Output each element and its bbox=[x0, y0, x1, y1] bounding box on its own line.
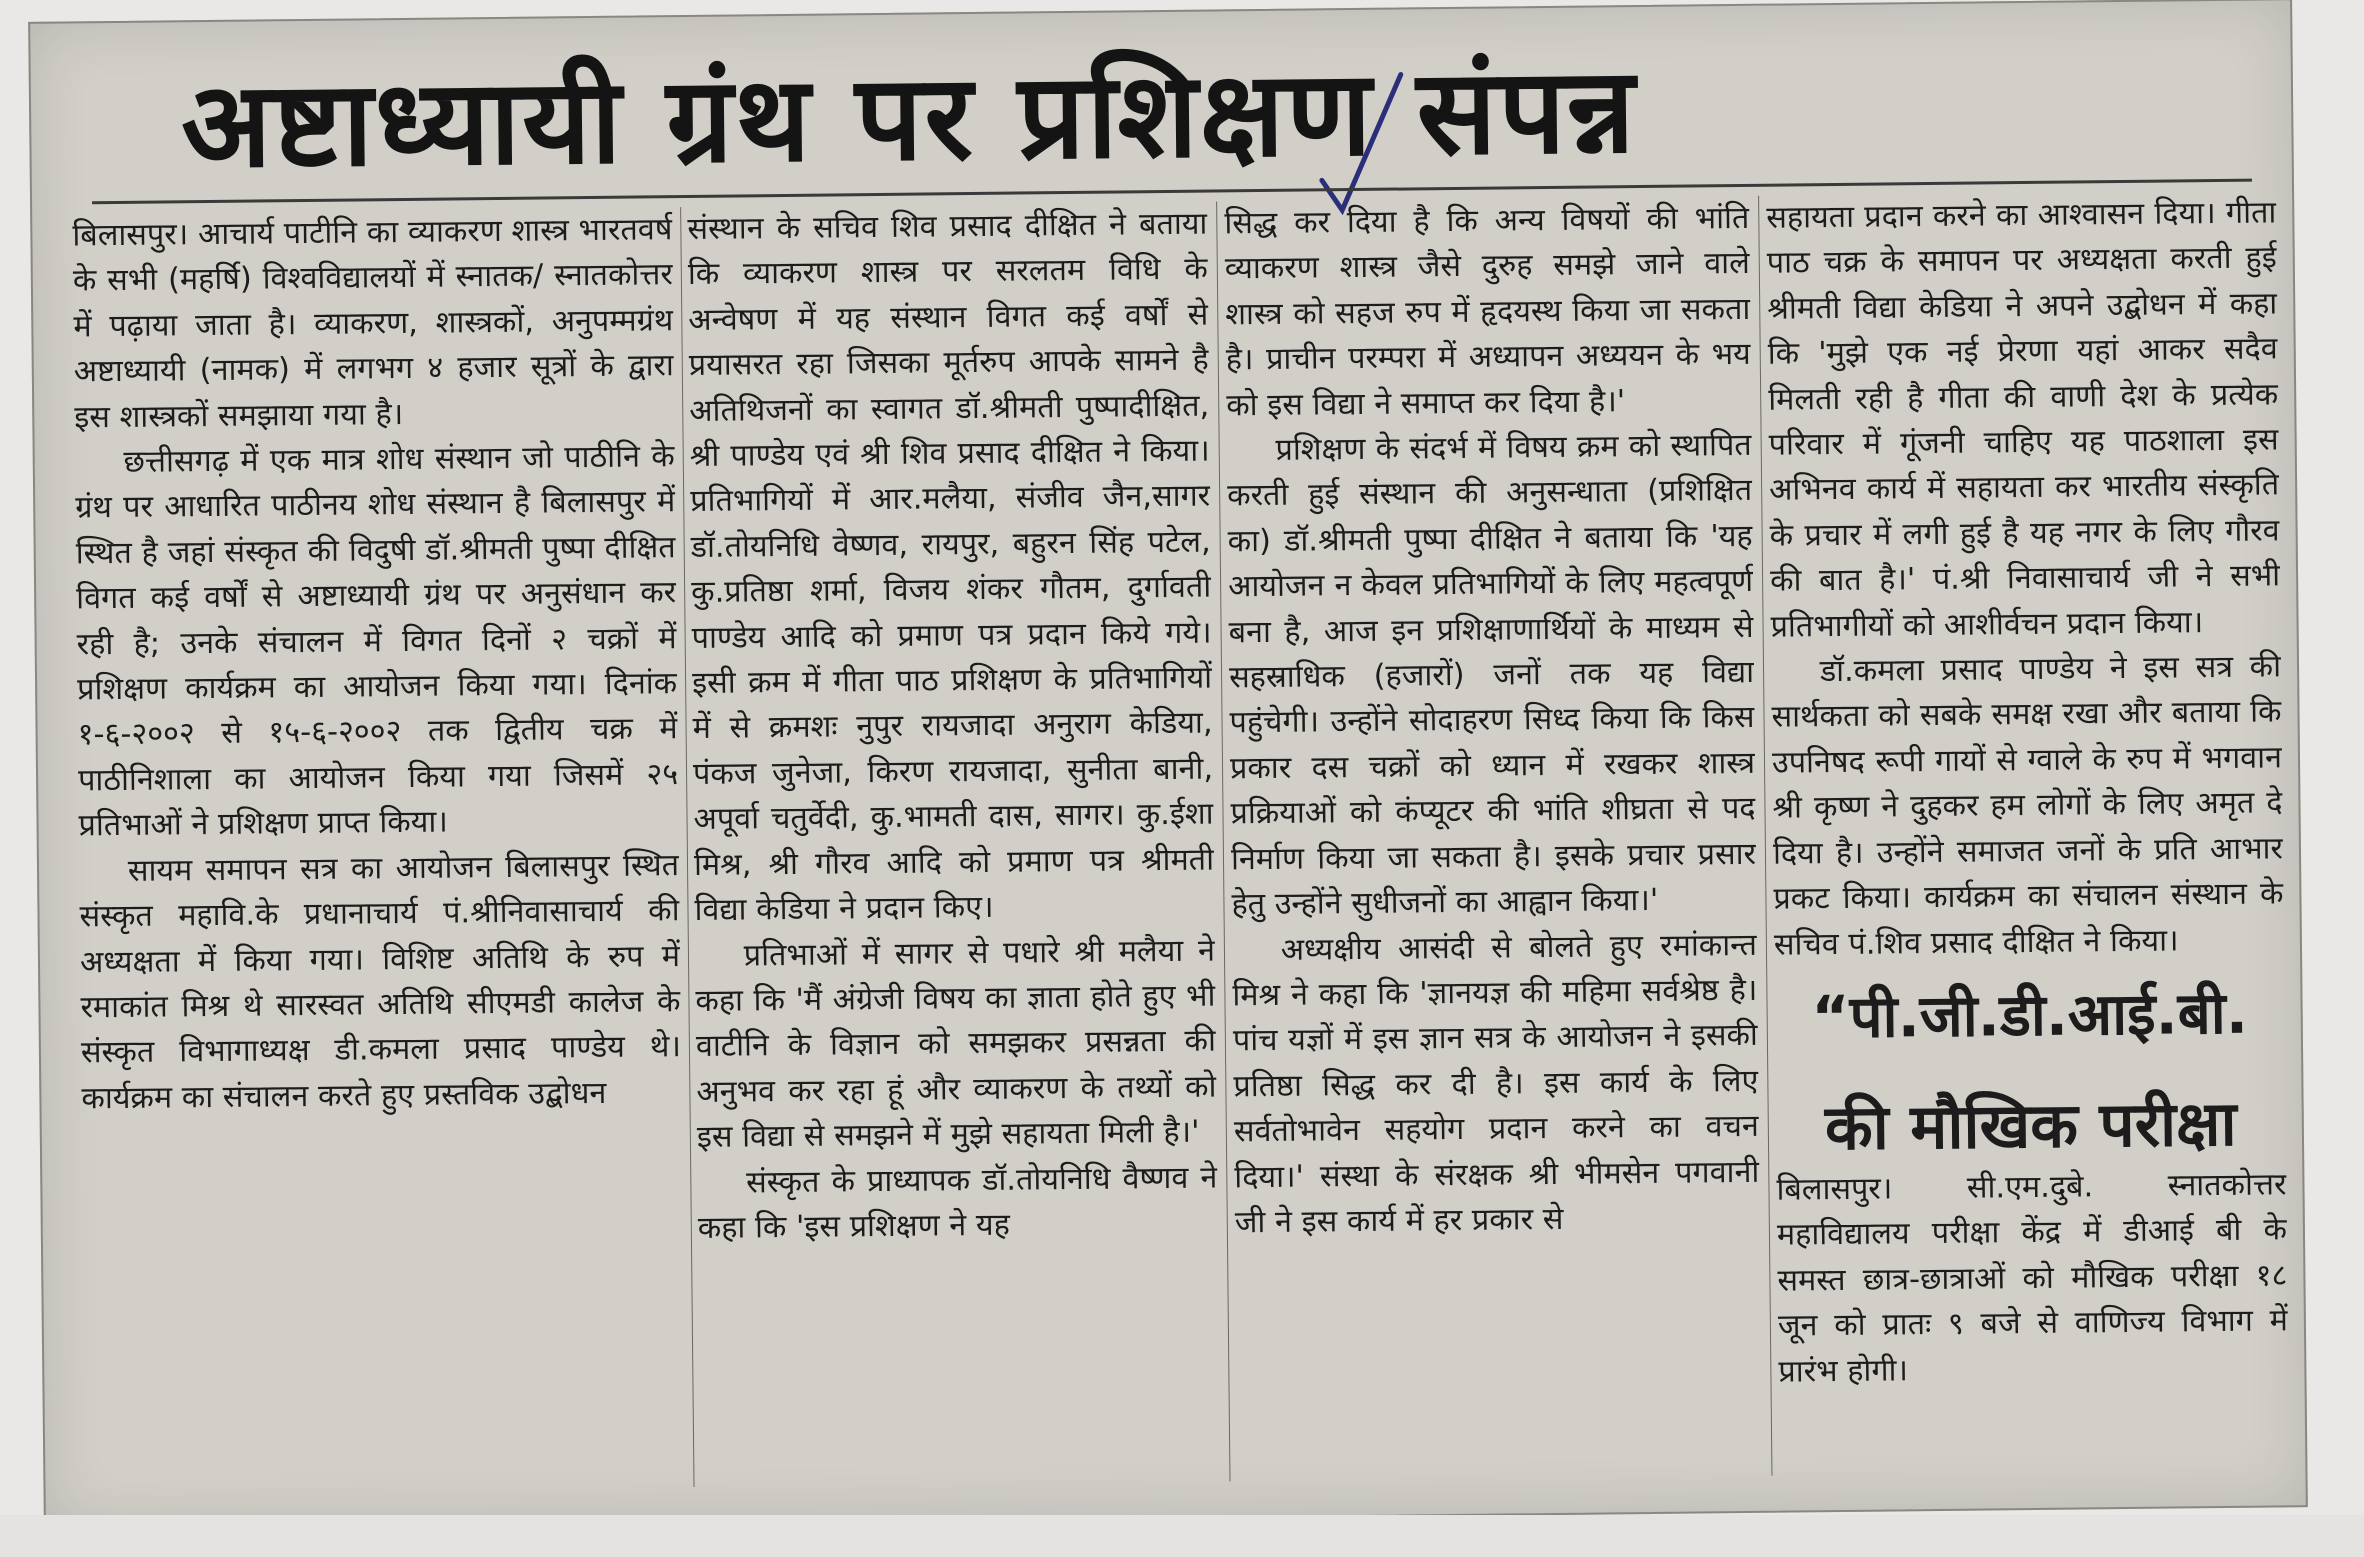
news-box-body: बिलासपुर। सी.एम.दुबे. स्नातकोत्तर महाविद्यालय परीक्षा केंद्र में डीआई बी के समस्त छात्र-छात्राओं को मौखिक परीक्षा १८ जून को प्रातः ९ बजे से वाणिज्य विभाग में प्रारंभ होगी। bbox=[1776, 1167, 2289, 1390]
newspaper-clipping bbox=[28, 0, 2308, 1531]
paragraph: छत्तीसगढ़ में एक मात्र शोध संस्थान जो पाठीनि के ग्रंथ पर आधारित पाठीनय शोध संस्थान है बिलासपुर में स्थित है जहां संस्कृत की विदुषी डॉ.श्रीमती पुष्पा दीक्षित विगत कई वर्षों से अष्टाध्यायी ग्रंथ पर अनुसंधान कर रही है; उनके संचालन में विगत दिनों २ चक्रों में प्रशिक्षण कार्यक्रम का आयोजन किया गया। दिनांक १-६-२००२ से १५-६-२००२ तक द्वितीय चक्र में पाठीनिशाला का आयोजन किया गया जिसमें २५ प्रतिभाओं ने प्रशिक्षण प्राप्त किया। bbox=[75, 439, 679, 844]
column-2 bbox=[687, 202, 1220, 1497]
paragraph: प्रतिभाओं में सागर से पधारे श्री मलैया ने कहा कि 'मैं अंग्रेजी विषय का ज्ञाता होते हुए भी वाटीनि के विज्ञान को समझकर प्रसन्नता की अनुभव कर रहा हूं और व्याकरण के तथ्यों को इस विद्या से समझने में मुझे सहायता मिली है।' bbox=[695, 933, 1217, 1156]
checkmark-icon bbox=[1316, 69, 1408, 220]
paragraph: बिलासपुर। आचार्य पाटीनि का व्याकरण शास्त्र भारतवर्ष के सभी (महर्षि) विश्वविद्यालयों में स्नातक/ स्नातकोत्तर में पढ़ाया जाता है। व्याकरण, शास्त्रकों, अनुपम्मग्रंथ अष्टाध्यायी (नामक) में लगभग ४ हजार सूत्रों के द्वारा इस शास्त्रकों समझाया गया है। bbox=[72, 212, 674, 436]
paragraph: प्रशिक्षण के संदर्भ में विषय क्रम को स्थापित करती हुई संस्थान की अनुसन्धाता (प्रशिक्षित का) डॉ.श्रीमती पुष्पा दीक्षित ने बताया कि 'यह आयोजन न केवल प्रतिभागियों के लिए महत्वपूर्ण बना है, आज इन प्रशिक्षाणार्थियों के माध्यम से सहस्राधिक (हजारों) जनों तक यह विद्या पहुंचेगी। उन्होंने सोदाहरण सिध्द किया कि किस प्रकार दस चक्रों को ध्यान में रखकर शास्त्र प्रक्रियाओं को कंप्यूटर की भांति शीघ्रता से पद निर्माण किया जा सकता है। इसके प्रचार प्रसार हेतु उन्होंने सुधीजनों का आह्वान किया।' bbox=[1227, 427, 1757, 923]
page-margin bbox=[0, 1515, 2364, 1557]
paragraph: सायम समापन सत्र का आयोजन बिलासपुर स्थित संस्कृत महावि.के प्रधानाचार्य पं.श्रीनिवासाचार्य की अध्यक्षता में किया गया। विशिष्ट अतिथि के रुप में रमाकांत मिश्र थे सारस्वत अतिथि सीएमडी कालेज के संस्कृत विभागाध्यक्ष डी.कमला प्रसाद पाण्डेय थे। कार्यक्रम का संचालन करते हुए प्रस्तविक उद्बोधन bbox=[79, 847, 682, 1117]
paragraph: अध्यक्षीय आसंदी से बोलते हुए रमांकान्त मिश्र ने कहा कि 'ज्ञानयज्ञ की महिमा सर्वश्रेष्ठ है। पांच यज्ञों में इस ज्ञान सत्र के आयोजन ने इसकी प्रतिष्ठा सिद्ध कर दी है। इस कार्य के लिए सर्वतोभावेन सहयोग प्रदान करने का वचन दिया।' संस्था के संरक्षक श्री भीमसेन पगवानी जी ने इस कार्य में हर प्रकार से bbox=[1232, 927, 1760, 1241]
paragraph: संस्थान के सचिव शिव प्रसाद दीक्षित ने बताया कि व्याकरण शास्त्र पर सरलतम विधि के अन्वेषण में यह संस्थान विगत कई वर्षों से प्रयासरत रहा जिसका मूर्तरुप आपके सामने है अतिथिजनों का स्वागत डॉ.श्रीमती पुष्पादीक्षित, श्री पाण्डेय एवं श्री शिव प्रसाद दीक्षित ने किया। प्रतिभागियों में आर.मलैया, संजीव जैन,सागर डॉ.तोयनिधि वेष्णव, रायपुर, बहुरन सिंह पटेल, कु.प्रतिष्ठा शर्मा, विजय शंकर गौतम, दुर्गावती पाण्डेय आदि को प्रमाण पत्र प्रदान किये गये। इसी क्रम में गीता पाठ प्रशिक्षण के प्रतिभागियों में से क्रमशः नुपुर रायजादा अनुराग केडिया, पंकज जुनेजा, किरण रायजादा, सुनीता बानी, अपूर्वा चतुर्वेदी, कु.भामती दास, सागर। कु.ईशा मिश्र, श्री गौरव आदि को प्रमाण पत्र श्रीमती विद्या केडिया ने प्रदान किए। bbox=[687, 206, 1215, 929]
news-box-heading: “पी.जी.डी.आई.बी. bbox=[1811, 978, 2249, 1052]
column-3 bbox=[1224, 196, 1762, 1491]
column-4 bbox=[1766, 190, 2289, 1485]
paragraph: संस्कृत के प्राध्यापक डॉ.तोयनिधि वैष्णव ने कहा कि 'इस प्रशिक्षण ने यह bbox=[697, 1160, 1218, 1246]
headline: अष्टाध्यायी ग्रंथ पर प्रशिक्षण संपन्न bbox=[180, 41, 1638, 195]
news-box-subheading: की मौखिक परीक्षा bbox=[1824, 1086, 2237, 1165]
paragraph: डॉ.कमला प्रसाद पाण्डेय ने इस सत्र की सार्थकता को सबके समक्ष रखा और बताया कि उपनिषद रूपी गायों से ग्वाले के रुप में भगवान श्री कृष्ण ने दुहकर हम लोगों के लिए अमृत दे दिया है। उन्होंने समाजत जनों के प्रति आभार प्रकट किया। कार्यक्रम का संचालन संस्थान के सचिव पं.शिव प्रसाद दीक्षित ने किया। bbox=[1771, 649, 2284, 963]
paragraph: सहायता प्रदान करने का आश्वासन दिया। गीता पाठ चक्र के समापन पर अध्यक्षता करती हुई श्रीमती विद्या केडिया ने अपने उद्बोधन में कहा कि 'मुझे एक नई प्रेरणा यहां आकर सदैव मिलती रही है गीता की वाणी देश के प्रत्येक परिवार में गूंजनी चाहिए यह पाठशाला इस अभिनव कार्य में सहायता कर भारतीय संस्कृति के प्रचार में लगी हुई है यह नगर के लिए गौरव की बात है।' पं.श्री निवासाचार्य जी ने सभी प्रतिभागीयों को आशीर्वचन प्रदान किया। bbox=[1766, 195, 2281, 645]
column-1 bbox=[72, 207, 685, 1503]
paragraph: सिद्ध कर दिया है कि अन्य विषयों की भांति व्याकरण शास्त्र जैसे दुरुह समझे जाने वाले शास्त्र को सहज रुप में हृदयस्थ किया जा सकता है। प्राचीन परम्परा में अध्यापन अध्ययन के भय को इस विद्या ने समाप्त कर दिया है।' bbox=[1224, 200, 1751, 423]
